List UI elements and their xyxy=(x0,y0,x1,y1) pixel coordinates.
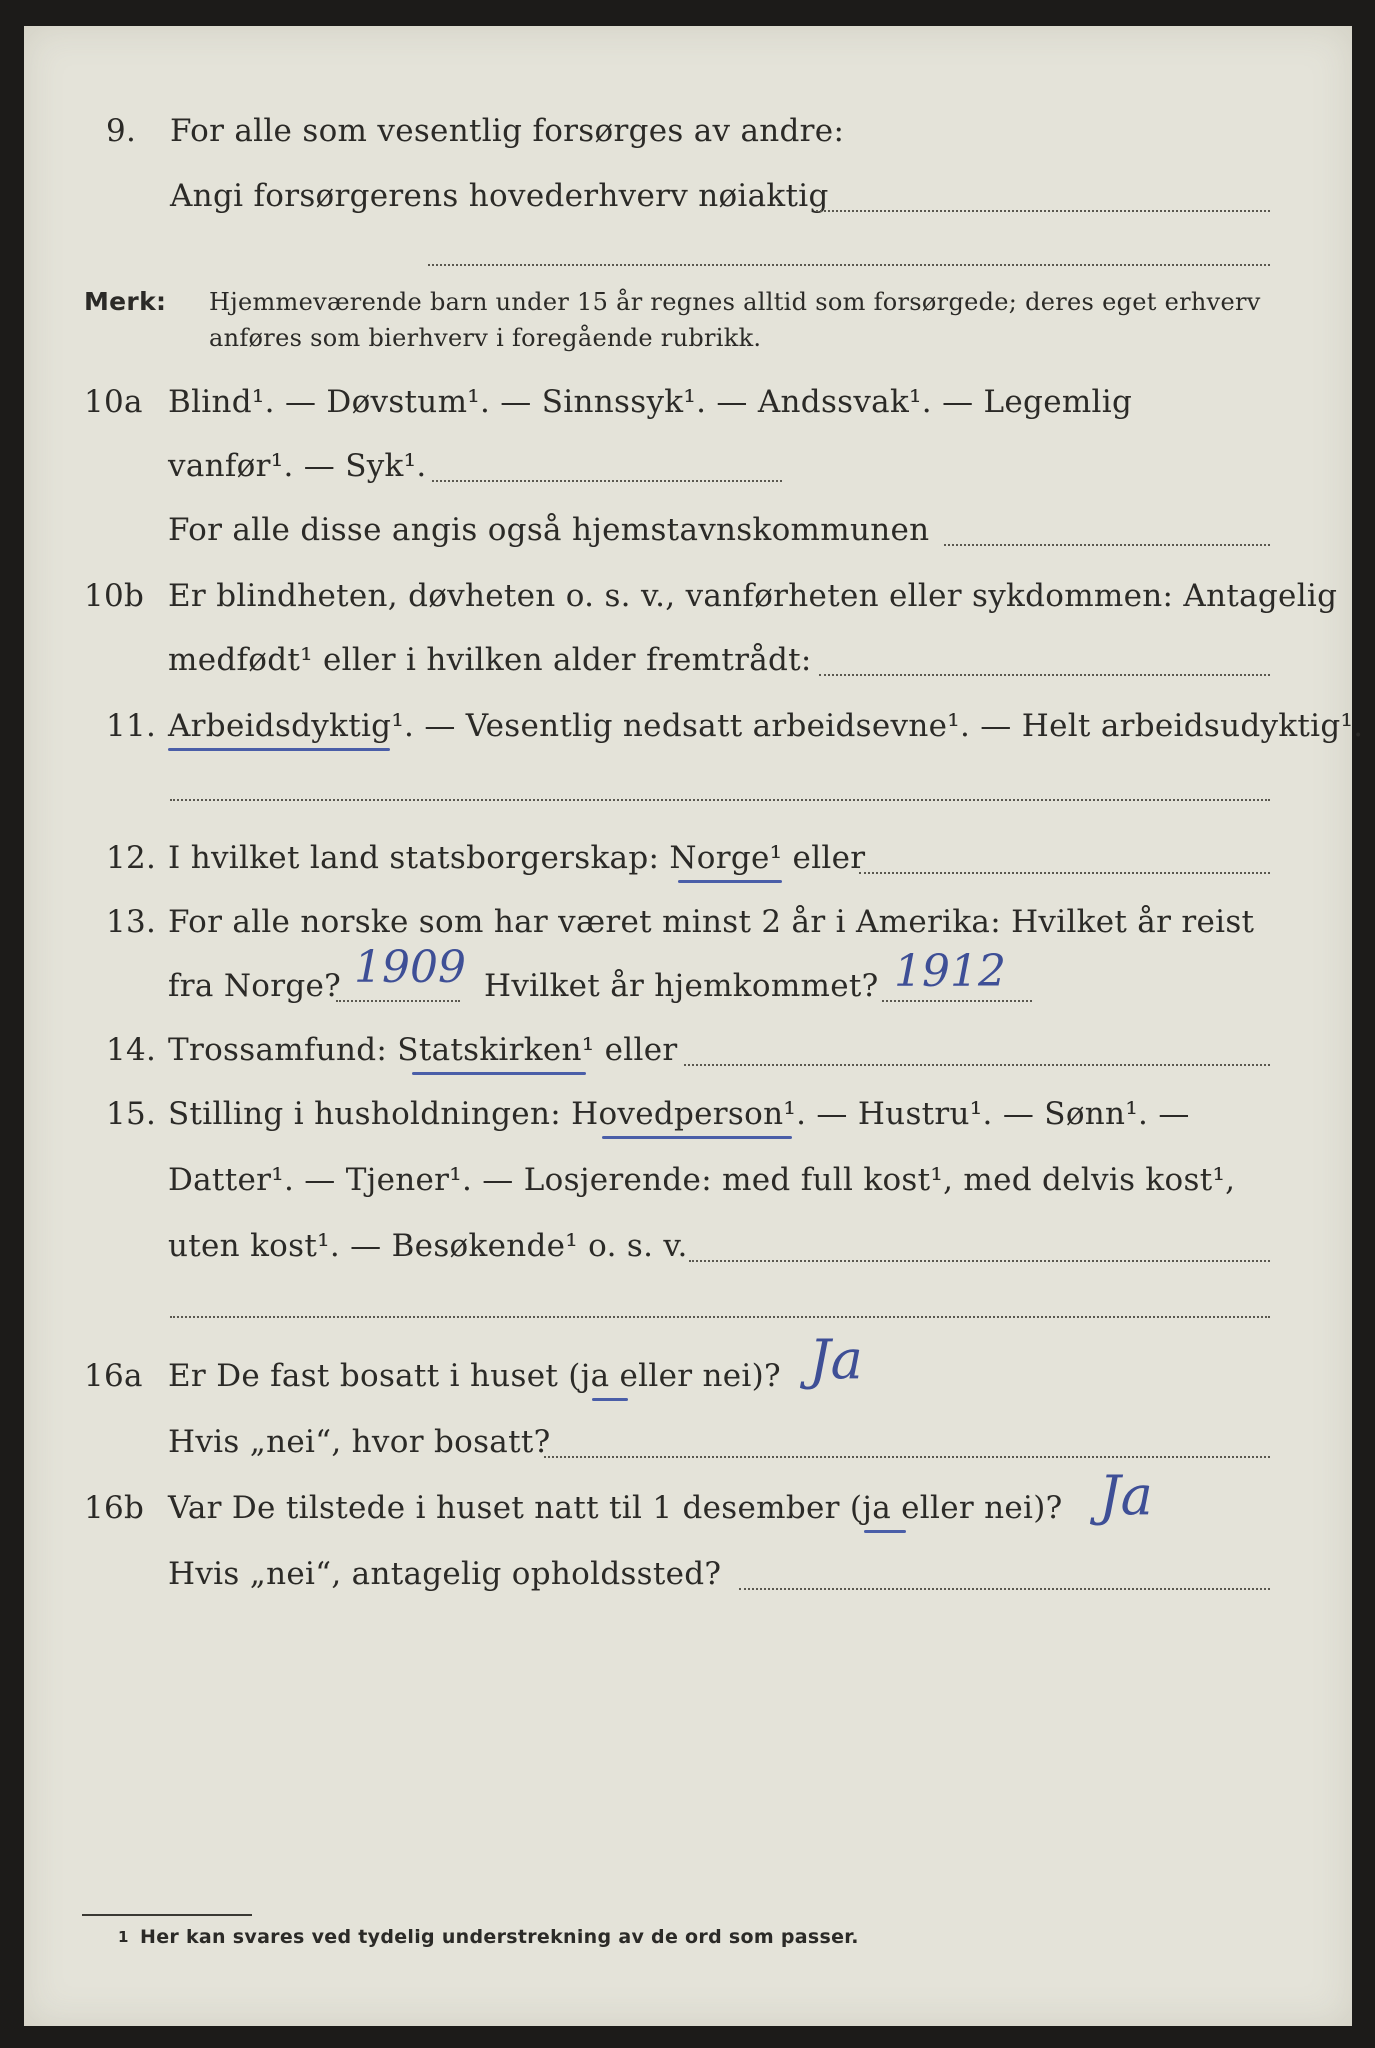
question-text: Er blindheten, døvheten o. s. v., vanførheten eller sykdommen: Antagelig xyxy=(168,578,1338,614)
handwritten-answer: Ja xyxy=(1099,1464,1153,1527)
question-text: Er De fast bosatt i huset (ja eller nei)? xyxy=(168,1358,781,1394)
census-form-page xyxy=(24,26,1364,2026)
question-number: 9. xyxy=(106,113,137,149)
answer-field-dotted-line[interactable] xyxy=(428,264,1270,266)
question-10b-line-2 xyxy=(24,630,1352,690)
answer-underline-arbeidsdyktig xyxy=(168,748,390,751)
question-text: Trossamfund: Statskirken¹ eller xyxy=(168,1032,678,1068)
question-16b-line-1 xyxy=(24,1464,1352,1538)
answer-underline-ja xyxy=(864,1530,906,1533)
answer-field-dotted-line[interactable] xyxy=(432,480,782,482)
answer-field-dotted-line[interactable] xyxy=(739,1588,1270,1590)
question-number: 15. xyxy=(106,1096,157,1132)
question-text: For alle norske som har været minst 2 år i Amerika: Hvilket år reist xyxy=(168,904,1255,940)
question-text: Stilling i husholdningen: Hovedperson¹. — Hustru¹. — Sønn¹. — xyxy=(168,1096,1190,1132)
question-text: For alle disse angis også hjemstavnskommunen xyxy=(168,512,930,548)
answer-field-dotted-line[interactable] xyxy=(819,674,1270,676)
question-15-line-3 xyxy=(24,1216,1352,1276)
question-text: Var De tilstede i huset natt til 1 desember (ja eller nei)? xyxy=(168,1490,1063,1526)
answer-underline-statskirken xyxy=(412,1072,586,1075)
question-text: Hvis „nei“, antagelig opholdssted? xyxy=(168,1556,722,1592)
question-text: For alle som vesentlig forsørges av andre: xyxy=(170,113,845,149)
footnote xyxy=(24,1922,1352,1952)
question-text: Angi forsørgerens hovederhverv nøiaktig xyxy=(170,178,829,214)
handwritten-answer-year-left: 1909 xyxy=(354,942,466,993)
note-text-line-2: anføres som bierhverv i foregående rubrikk. xyxy=(209,324,762,352)
note-merk xyxy=(24,282,1352,362)
answer-underline-ja xyxy=(592,1398,628,1401)
question-10a-line-3 xyxy=(24,500,1352,560)
question-13-line-2 xyxy=(24,942,1352,1016)
question-text: Arbeidsdyktig¹. — Vesentlig nedsatt arbeidsevne¹. — Helt arbeidsudyktig¹. xyxy=(168,708,1364,744)
answer-field-dotted-line[interactable] xyxy=(816,210,1270,212)
note-text-line-1: Hjemmeværende barn under 15 år regnes alltid som forsørgede; deres eget erhverv xyxy=(209,288,1261,316)
answer-field-dotted-line[interactable] xyxy=(336,1000,460,1002)
question-10b-line-1 xyxy=(24,566,1352,626)
question-text: medfødt¹ eller i hvilken alder fremtrådt: xyxy=(168,642,812,678)
answer-field-dotted-line[interactable] xyxy=(170,799,1270,801)
handwritten-answer: Ja xyxy=(809,1328,863,1391)
question-text: vanfør¹. — Syk¹. xyxy=(168,448,427,484)
question-text: Hvis „nei“, hvor bosatt? xyxy=(168,1424,551,1460)
question-15-line-1 xyxy=(24,1084,1352,1144)
answer-field-dotted-line[interactable] xyxy=(944,544,1270,546)
question-text: fra Norge? xyxy=(168,968,342,1004)
question-9-line-2 xyxy=(24,166,1352,226)
question-text: uten kost¹. — Besøkende¹ o. s. v. xyxy=(168,1228,688,1264)
question-11-line-1 xyxy=(24,696,1364,756)
footnote-mark: 1 xyxy=(118,1928,129,1946)
answer-field-dotted-line[interactable] xyxy=(684,1064,1270,1066)
question-text: I hvilket land statsborgerskap: Norge¹ eller xyxy=(168,840,866,876)
answer-field-dotted-line[interactable] xyxy=(859,872,1270,874)
question-14-line-1 xyxy=(24,1020,1352,1080)
question-13-line-1 xyxy=(24,892,1352,952)
question-number: 10a xyxy=(84,384,143,420)
question-text: Hvilket år hjemkommet? xyxy=(484,968,879,1004)
question-10a-line-1 xyxy=(24,372,1352,432)
answer-field-dotted-line[interactable] xyxy=(170,1316,1270,1318)
question-number: 16a xyxy=(84,1358,143,1394)
answer-underline-norge xyxy=(678,880,782,883)
question-number: 14. xyxy=(106,1032,157,1068)
question-number: 10b xyxy=(84,578,145,614)
question-number: 13. xyxy=(106,904,157,940)
answer-field-dotted-line[interactable] xyxy=(689,1260,1270,1262)
question-16a-line-1 xyxy=(24,1328,1352,1406)
question-10a-line-2 xyxy=(24,436,1352,496)
question-12-line-1 xyxy=(24,828,1352,888)
question-9-line-1 xyxy=(24,101,1352,161)
question-text: Datter¹. — Tjener¹. — Losjerende: med full kost¹, med delvis kost¹, xyxy=(168,1162,1236,1198)
question-number: 11. xyxy=(106,708,157,744)
question-15-line-2 xyxy=(24,1150,1352,1210)
question-16b-line-2 xyxy=(24,1544,1352,1604)
answer-underline-hovedperson xyxy=(602,1136,792,1139)
handwritten-answer-year-right: 1912 xyxy=(894,946,1006,997)
footnote-divider xyxy=(82,1914,252,1916)
footnote-text: Her kan svares ved tydelig understrekning av de ord som passer. xyxy=(140,1926,859,1948)
question-number: 12. xyxy=(106,840,157,876)
note-label: Merk: xyxy=(84,287,167,316)
question-number: 16b xyxy=(84,1490,145,1526)
question-16a-line-2 xyxy=(24,1412,1352,1472)
question-text: Blind¹. — Døvstum¹. — Sinnssyk¹. — Andssvak¹. — Legemlig xyxy=(168,384,1133,420)
answer-field-dotted-line[interactable] xyxy=(544,1456,1270,1458)
